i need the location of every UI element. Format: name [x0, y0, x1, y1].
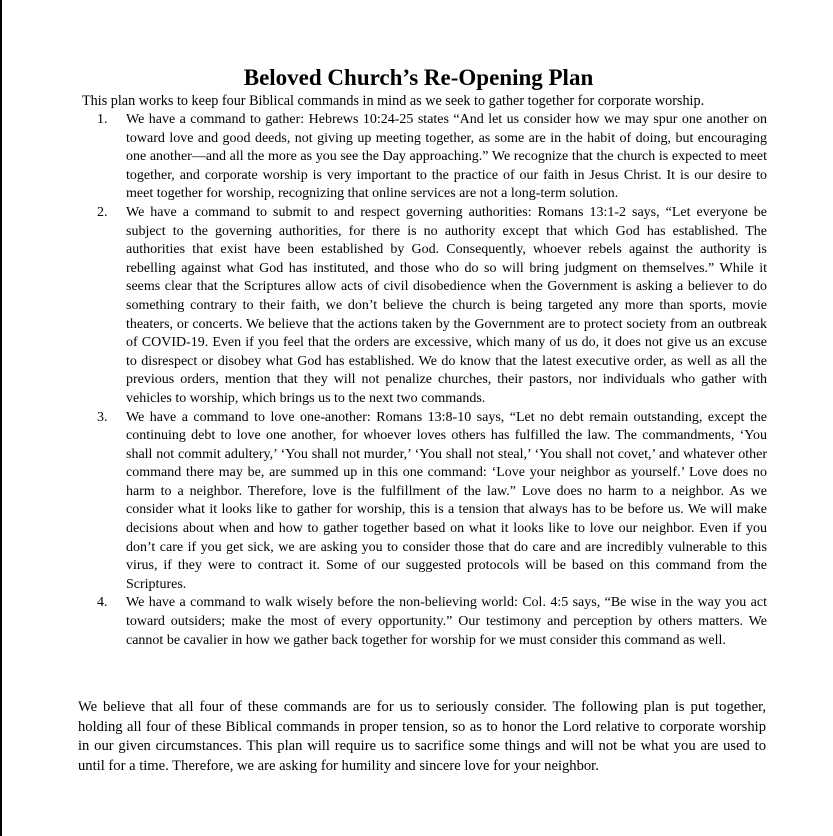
command-text: We have a command to gather: Hebrews 10:24-25 states “And let us consider how we may spur one another on toward love and good deeds, not giving up meeting together, as some are in the habit of doing, but encouraging one another—and all the more as you see the Day approaching.” We recognize that the church is expected to meet together, and corporate worship is very important to the practice of our faith in Jesus Christ. It is our desire to meet together for worship, recognizing that online services are not a long-term solution. — [126, 112, 767, 202]
intro-paragraph: This plan works to keep four Biblical commands in mind as we seek to gather together for corporate worship. — [82, 93, 705, 109]
command-text: We have a command to walk wisely before the non-believing world: Col. 4:5 says, “Be wise in the way you act toward outsiders; make the most of every opportunity.” Our testimony and perception by others matters. We cannot be cavalier in how we gather back together for worship for we must consider this command as well. — [126, 595, 767, 648]
command-number: 1. — [97, 112, 108, 127]
command-text: We have a command to submit to and respect governing authorities: Romans 13:1-2 says, “Let everyone be subject to the governing authorities, for there is no authority except that which God has established. The authorities that exist have been established by God. Consequently, whoever rebels against the authority is rebelling against what God has instituted, and those who do so will bring judgment on themselves.” While it seems clear that the Scriptures allow acts of civil disobedience when the Government is asking a believer to do something contrary to their faith, we don’t believe the church is being targeted any more than sports, movie theaters, or concerts. We believe that the actions taken by the Government are to protect society from an outbreak of COVID-19. Even if you feel that the orders are excessive, which many of us do, it does not give us an excuse to disrespect or disobey what God has established. We do know that the latest executive order, as well as all the previous orders, mention that they will not penalize churches, their pastors, nor individuals who gather with vehicles to worship, which brings us to the next two commands. — [126, 204, 767, 406]
command-text: We have a command to love one-another: Romans 13:8-10 says, “Let no debt remain outstanding, except the continuing debt to love one another, for whoever loves others has fulfilled the law. The commandments, ‘You shall not commit adultery,’ ‘You shall not murder,’ ‘You shall not steal,’ ‘You shall not covet,’ and whatever other command there may be, are summed up in this one command: ‘Love your neighbor as yourself.’ Love does no harm to a neighbor. Therefore, love is the fulfillment of the law.” Love does no harm to a neighbor. As we consider what it looks like to gather for worship, this is a tension that always has to be before us. We will make decisions about when and how to gather together based on what it looks like to love our neighbor. Even if you don’t care if you get sick, we are asking you to consider those that do care and are incredibly vulnerable to this virus, if they were to contract it. Some of our suggested protocols will be based on this command from the Scriptures. — [126, 409, 767, 592]
command-item-2 — [97, 204, 767, 409]
command-item-4 — [97, 594, 767, 650]
command-number: 4. — [97, 595, 108, 611]
command-item-3 — [97, 409, 767, 595]
commands-list — [97, 111, 767, 650]
command-number: 3. — [97, 409, 108, 425]
document-title: Beloved Church’s Re-Opening Plan — [243, 65, 594, 90]
conclusion-paragraph: We believe that all four of these commands are for us to seriously consider. The following plan is put together, holding all four of these Biblical commands in proper tension, so as to honor the Lord relative to corporate worship in our given circumstances. This plan will require us to sacrifice some things and will not be what you are used to until for a time. Therefore, we are asking for humility and sincere love for your neighbor. — [78, 699, 766, 774]
command-item-1 — [97, 111, 767, 204]
command-number: 2. — [97, 204, 108, 220]
